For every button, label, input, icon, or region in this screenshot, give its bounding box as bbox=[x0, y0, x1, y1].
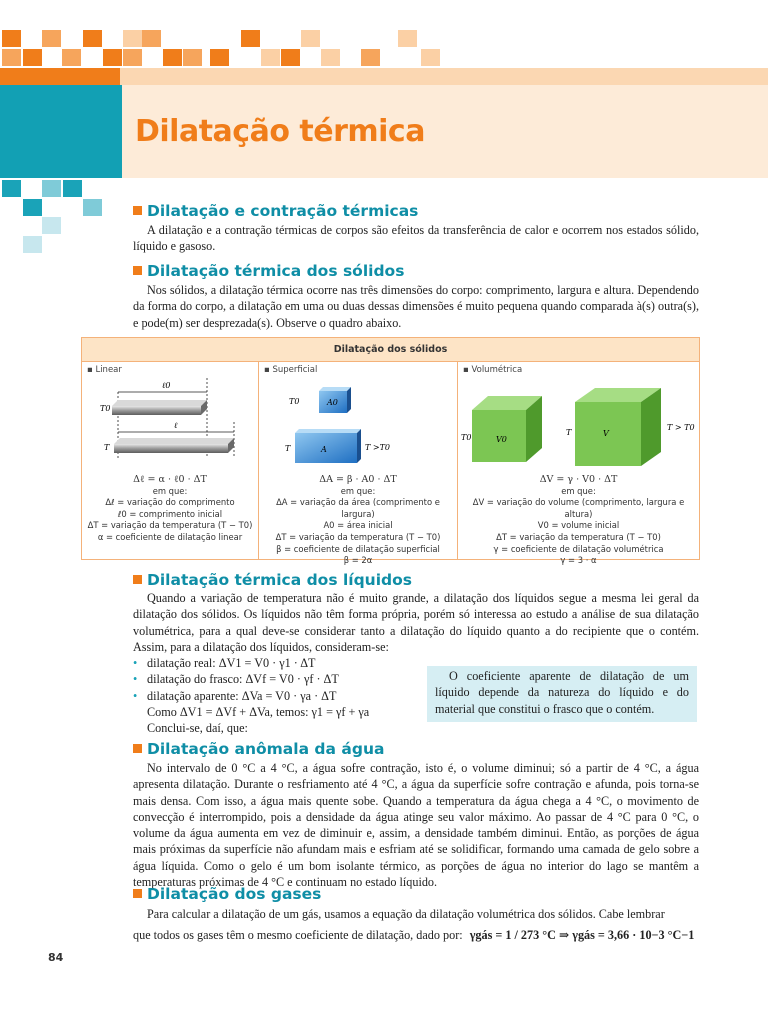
bullet-icon: • bbox=[133, 672, 138, 687]
column-label: ▪ Superficial bbox=[264, 365, 318, 375]
volumetric-equation: ΔV = γ · V0 · ΔT bbox=[539, 474, 618, 485]
bullet-icon bbox=[133, 575, 142, 584]
section-heading-agua: Dilatação anômala da água bbox=[133, 740, 384, 758]
formula-line: γ = 3 · α bbox=[560, 555, 597, 566]
column-volumetrica bbox=[458, 362, 699, 566]
column-label: ▪ Linear bbox=[87, 365, 122, 375]
list-item: • dilatação real: ΔV1 = V0 · γ1 · ΔT bbox=[133, 656, 316, 670]
header-teal-block bbox=[0, 85, 122, 178]
page-number: 84 bbox=[48, 951, 64, 964]
formula-line: ΔT = variação da temperatura (T − T0) bbox=[275, 531, 441, 542]
header-orange-bar bbox=[0, 68, 122, 85]
bullet-icon: • bbox=[133, 656, 138, 670]
formula-line: β = coeficiente de dilatação superficial bbox=[276, 543, 440, 554]
formula-line: ΔT = variação da temperatura (T − T0) bbox=[496, 531, 661, 542]
formula-line: ΔT = variação da temperatura (T − T0) bbox=[87, 520, 253, 531]
label-t: T bbox=[566, 428, 572, 437]
section-heading-solidos: Dilatação térmica dos sólidos bbox=[133, 262, 404, 280]
header-band bbox=[120, 68, 768, 85]
paragraph-agua: No intervalo de 0 °C a 4 °C, a água sofre contração, isto é, o volume diminui; só a partir de 4 °C, a água apresenta dilatação. Durante o resfriamento até 4 °C, a água da superfície sofre contração e afunda, pois torna-se mais densa. Com isso, a água mais quente sobe. Quando a temperatura da água chega a 4 °C, o movimento de convecção é interrompido, pois a densidade da água atinge seu valor máximo. Ao passar de 4 °C para 0 °C, o volume da água aumenta em vez de diminuir e, assim, a densidade também diminui. Então, as porções de água mais próximas da superfície não afundam mais e esfriam até se solidificar, formando uma camada de gelo sobre a água líquida. Como o gelo é um bom isolante térmico, as porções de água no interior do lago se mantêm a temperaturas próximas de 4 °C e continuam no estado líquido. bbox=[133, 761, 699, 890]
list-item: Conclui-se, daí, que: bbox=[147, 721, 248, 736]
superficial-plate-illustration bbox=[259, 376, 457, 476]
label-a: A bbox=[321, 445, 327, 454]
label-t0: T0 bbox=[289, 397, 300, 406]
section-heading-liquidos: Dilatação térmica dos líquidos bbox=[133, 571, 412, 589]
formula-line: V0 = volume inicial bbox=[537, 520, 620, 531]
paragraph-solidos: Nos sólidos, a dilatação térmica ocorre nas três dimensões do corpo: comprimento, largura e altura. Dependendo da forma do corpo, a dilatação em uma ou duas dessas dimensões é muito pequena quando comparada à(s) outra(s), e pode(m) ser desprezada(s). Observe o quadro abaixo. bbox=[133, 283, 699, 330]
label-t: T bbox=[104, 443, 110, 452]
formula-line: em que: bbox=[340, 485, 376, 496]
note-box: O coeficiente aparente de dilatação de um líquido depende da natureza do líquido e do material que constitui o frasco que o contém. bbox=[427, 666, 697, 722]
gas-equation-intro: que todos os gases têm o mesmo coeficiente de dilatação, dado por: bbox=[133, 928, 463, 942]
formula-line: A0 = área inicial bbox=[323, 520, 393, 531]
linear-formulas bbox=[82, 474, 258, 544]
bullet-icon bbox=[133, 266, 142, 275]
label-t: T bbox=[285, 444, 291, 453]
label-l0: ℓ0 bbox=[162, 381, 171, 390]
label-v0: V0 bbox=[496, 435, 507, 444]
label-t0: T0 bbox=[461, 433, 472, 442]
volumetric-formulas bbox=[458, 474, 699, 567]
linear-bar-illustration bbox=[82, 376, 258, 476]
list-item: • dilatação aparente: ΔVa = V0 · γa · ΔT bbox=[133, 688, 337, 703]
label-v: V bbox=[603, 429, 609, 438]
bullet-icon bbox=[133, 744, 142, 753]
table-title: Dilatação dos sólidos bbox=[82, 338, 699, 362]
page-title: Dilatação térmica bbox=[135, 114, 425, 149]
label-a0: A0 bbox=[327, 398, 338, 407]
list-item: Como ΔV1 = ΔVf + ΔVa, temos: γ1 = γf + γa bbox=[147, 704, 370, 719]
label-t-gt: T > T0 bbox=[667, 423, 695, 432]
formula-line: ℓ0 = comprimento inicial bbox=[117, 508, 223, 519]
formula-line: α = coeficiente de dilatação linear bbox=[97, 531, 243, 542]
bullet-icon: • bbox=[133, 688, 138, 703]
formula-line: Δℓ = variação do comprimento bbox=[105, 497, 235, 508]
column-linear bbox=[82, 362, 259, 559]
formula-line: em que: bbox=[561, 485, 596, 496]
superficial-formulas bbox=[259, 474, 457, 567]
gas-equation: γgás = 1 / 273 °C ⇒ γgás = 3,66 · 10−3 °C−1 bbox=[469, 928, 695, 942]
formula-line: ΔA = variação da área (comprimento e largura) bbox=[276, 497, 440, 519]
solids-table bbox=[81, 337, 700, 566]
linear-equation: Δℓ = α · ℓ0 · ΔT bbox=[133, 474, 207, 485]
liquid-dilatation-list bbox=[133, 655, 369, 736]
formula-line: ΔV = variação do volume (comprimento, largura e altura) bbox=[472, 497, 685, 519]
label-t0: T0 bbox=[100, 404, 111, 413]
formula-line: β = 2α bbox=[343, 555, 373, 566]
column-label: ▪ Volumétrica bbox=[463, 365, 523, 375]
column-superficial bbox=[259, 362, 458, 566]
volumetric-cube-illustration bbox=[458, 376, 699, 476]
gas-equation-line bbox=[133, 928, 694, 943]
bullet-icon bbox=[133, 206, 142, 215]
section-heading-gases: Dilatação dos gases bbox=[133, 885, 321, 903]
superficial-equation: ΔA = β · A0 · ΔT bbox=[319, 474, 397, 485]
formula-line: γ = coeficiente de dilatação volumétrica bbox=[493, 543, 664, 554]
paragraph-gases: Para calcular a dilatação de um gás, usamos a equação da dilatação volumétrica dos sólidos. Cabe lembrar bbox=[147, 907, 665, 921]
formula-line: em que: bbox=[152, 485, 188, 496]
label-l: ℓ bbox=[174, 421, 178, 430]
paragraph-liquidos: Quando a variação de temperatura não é muito grande, a dilatação dos líquidos segue a mesma lei geral da dilatação dos sólidos. Os líquidos não têm forma própria, porém só interessa ao estudo a análise de sua dilatação volumétrica, para a qual deve-se considerar tanto a dilatação do líquido quanto a do recipiente que o contém. Assim, para a dilatação dos líquidos, consideram-se: bbox=[133, 591, 699, 654]
label-t-gt: T >T0 bbox=[365, 443, 391, 452]
list-item: • dilatação do frasco: ΔVf = V0 · γf · ΔT bbox=[133, 672, 339, 687]
section-heading-dilatacao-contracao: Dilatação e contração térmicas bbox=[133, 202, 418, 220]
bullet-icon bbox=[133, 889, 142, 898]
paragraph-dilatacao-contracao: A dilatação e a contração térmicas de corpos são efeitos da transferência de calor e ocorrem nos estados sólido, líquido e gasoso. bbox=[133, 223, 699, 254]
